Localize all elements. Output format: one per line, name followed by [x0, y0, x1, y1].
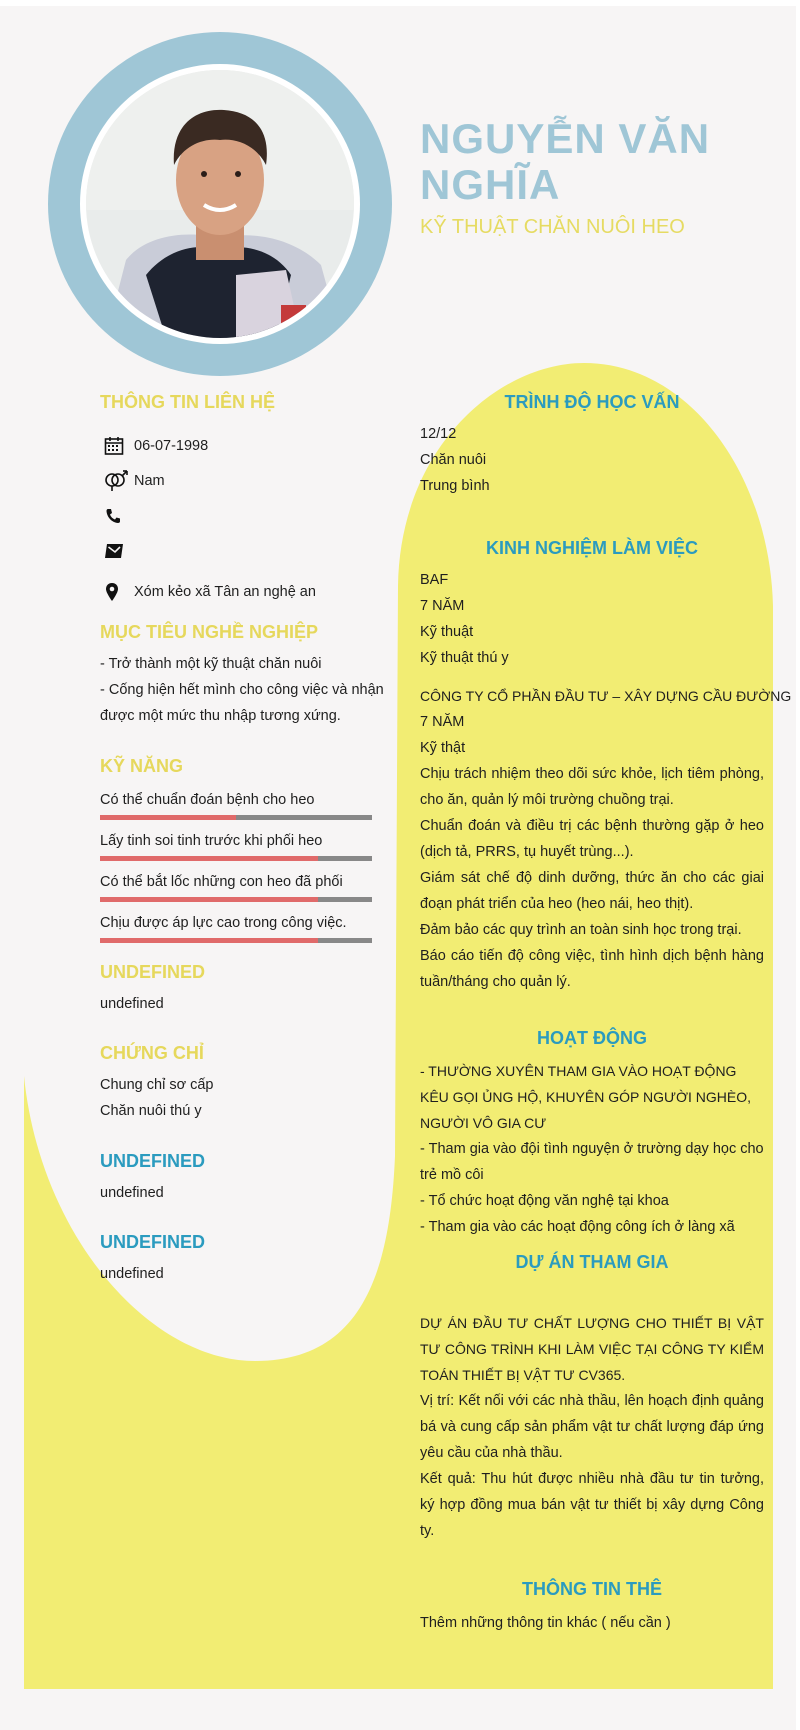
- experience-line: Kỹ thuật thú y: [420, 650, 509, 666]
- address-value: Xóm kẻo xã Tân an nghệ an: [134, 584, 316, 600]
- contact-title: THÔNG TIN LIÊN HỆ: [100, 392, 275, 412]
- certificate-line: Chung chỉ sơ cấp: [100, 1077, 214, 1093]
- skill-item: [100, 789, 372, 820]
- activity-line: - Tham gia vào các hoạt động công ích ở làng xã: [420, 1219, 735, 1235]
- education-line: 12/12: [420, 426, 457, 442]
- certificate-line: Chăn nuôi thú y: [100, 1103, 202, 1119]
- skill-item: [100, 871, 372, 902]
- experience-job1: [420, 567, 764, 671]
- experience-line: 7 NĂM: [420, 598, 465, 614]
- undefined-text-1: undefined: [100, 996, 164, 1012]
- extra-info-text: Thêm những thông tin khác ( nếu cần ): [420, 1615, 671, 1631]
- calendar-icon: [104, 434, 130, 458]
- education-text: [420, 421, 764, 499]
- phone-icon: [104, 504, 130, 528]
- undefined-title-1: UNDEFINED: [100, 962, 206, 982]
- candidate-name: NGUYỄN VĂN NGHĨA: [420, 115, 711, 208]
- experience-line: 7 NĂM: [420, 714, 465, 730]
- undefined-title-2: UNDEFINED: [100, 1151, 206, 1171]
- education-line: Trung bình: [420, 478, 490, 494]
- undefined-text-3: undefined: [100, 1266, 164, 1282]
- experience-line: Báo cáo tiến độ công việc, tình hình dịch bệnh hàng tuần/tháng cho quản lý.: [420, 948, 764, 990]
- education-title: TRÌNH ĐỘ HỌC VẤN: [504, 392, 680, 412]
- experience-job2: [420, 683, 792, 995]
- experience-line: CÔNG TY CỔ PHẦN ĐẦU TƯ – XÂY DỰNG CẦU ĐƯỜNG: [420, 688, 792, 704]
- activities-title: HOẠT ĐỘNG: [537, 1028, 647, 1048]
- objective-line: được một mức thu nhập tương xứng.: [100, 708, 341, 724]
- contact-address: [104, 580, 316, 604]
- avatar: [86, 70, 354, 338]
- activity-line: - Tổ chức hoạt động văn nghệ tại khoa: [420, 1193, 669, 1209]
- experience-title: KINH NGHIỆM LÀM VIỆC: [485, 538, 698, 558]
- gender-icon: [104, 469, 130, 493]
- objective-text: [100, 651, 384, 729]
- resume-page: [0, 6, 796, 1730]
- skill-label: Có thể chuẩn đoán bệnh cho heo: [100, 792, 315, 808]
- contact-phone: [104, 504, 134, 528]
- birthday-value: 06-07-1998: [134, 438, 209, 454]
- skill-item: [100, 912, 372, 943]
- experience-line: BAF: [420, 572, 449, 588]
- education-line: Chăn nuôi: [420, 452, 487, 468]
- projects-text: [420, 1310, 764, 1544]
- skill-label: Chịu được áp lực cao trong công việc.: [100, 915, 347, 931]
- activities-text: [420, 1058, 764, 1240]
- experience-line: Chịu trách nhiệm theo dõi sức khỏe, lịch tiêm phòng, cho ăn, quản lý môi trường chuồng trại.: [420, 766, 764, 808]
- contact-email: [104, 539, 134, 563]
- job-title: KỸ THUẬT CHĂN NUÔI HEO: [420, 216, 685, 238]
- skill-bar: [100, 897, 372, 902]
- email-icon: [104, 539, 130, 563]
- objective-line: - Trở thành một kỹ thuật chăn nuôi: [100, 656, 322, 672]
- skill-bar: [100, 938, 372, 943]
- skill-bar-fill: [100, 856, 318, 861]
- gender-value: Nam: [134, 473, 165, 489]
- skill-item: [100, 830, 372, 861]
- skills-title: KỸ NĂNG: [100, 756, 184, 776]
- projects-title: DỰ ÁN THAM GIA: [515, 1252, 669, 1272]
- experience-line: Giám sát chế độ dinh dưỡng, thức ăn cho các giai đoạn phát triển của heo (heo nái, heo thịt).: [420, 870, 764, 912]
- certificates-text: [100, 1072, 214, 1124]
- project-line: DỰ ÁN ĐẦU TƯ CHẤT LƯỢNG CHO THIẾT BỊ VẬT TƯ CÔNG TRÌNH KHI LÀM VIỆC TẠI CÔNG TY KIỂM TOÁN THIẾT BỊ VẬT TƯ CV365.: [420, 1315, 764, 1383]
- skill-bar-fill: [100, 897, 318, 902]
- experience-line: Kỹ thuật: [420, 624, 474, 640]
- experience-line: Chuẩn đoán và điều trị các bệnh thường gặp ở heo (dịch tả, PRRS, tụ huyết trùng...).: [420, 818, 764, 860]
- experience-line: Kỹ thật: [420, 740, 466, 756]
- extra-info-title: THÔNG TIN THÊ: [522, 1579, 662, 1599]
- undefined-title-3: UNDEFINED: [100, 1232, 206, 1252]
- skill-label: Có thể bắt lốc những con heo đã phối: [100, 874, 343, 890]
- objective-title: MỤC TIÊU NGHỀ NGHIỆP: [100, 622, 319, 642]
- experience-line: Đảm bảo các quy trình an toàn sinh học trong trại.: [420, 922, 742, 938]
- project-line: Vị trí: Kết nối với các nhà thầu, lên hoạch định quảng bá và cung cấp sản phẩm vật tư chất lượng đáp ứng yêu cầu của nhà thầu.: [420, 1393, 764, 1461]
- contact-birthday: [104, 434, 208, 458]
- skill-bar: [100, 815, 372, 820]
- activity-line: - Tham gia vào đội tình nguyện ở trường dạy học cho trẻ mồ côi: [420, 1141, 764, 1183]
- skill-label: Lấy tinh soi tinh trước khi phối heo: [100, 833, 323, 849]
- contact-gender: [104, 469, 165, 493]
- skill-bar: [100, 856, 372, 861]
- location-pin-icon: [104, 580, 130, 604]
- project-line: Kết quả: Thu hút được nhiều nhà đầu tư tin tưởng, ký hợp đồng mua bán vật tư thiết bị xây dựng Công ty.: [420, 1471, 764, 1539]
- objective-line: - Cống hiện hết mình cho công việc và nhận: [100, 682, 384, 698]
- skill-bar-fill: [100, 938, 318, 943]
- certificates-title: CHỨNG CHỈ: [100, 1043, 204, 1063]
- undefined-text-2: undefined: [100, 1185, 164, 1201]
- activity-line: - THƯỜNG XUYÊN THAM GIA VÀO HOẠT ĐỘNG KÊU GỌI ỦNG HỘ, KHUYÊN GÓP NGƯỜI NGHÈO, NGƯỜI VÔ GIA CƯ: [420, 1063, 751, 1131]
- skill-bar-fill: [100, 815, 236, 820]
